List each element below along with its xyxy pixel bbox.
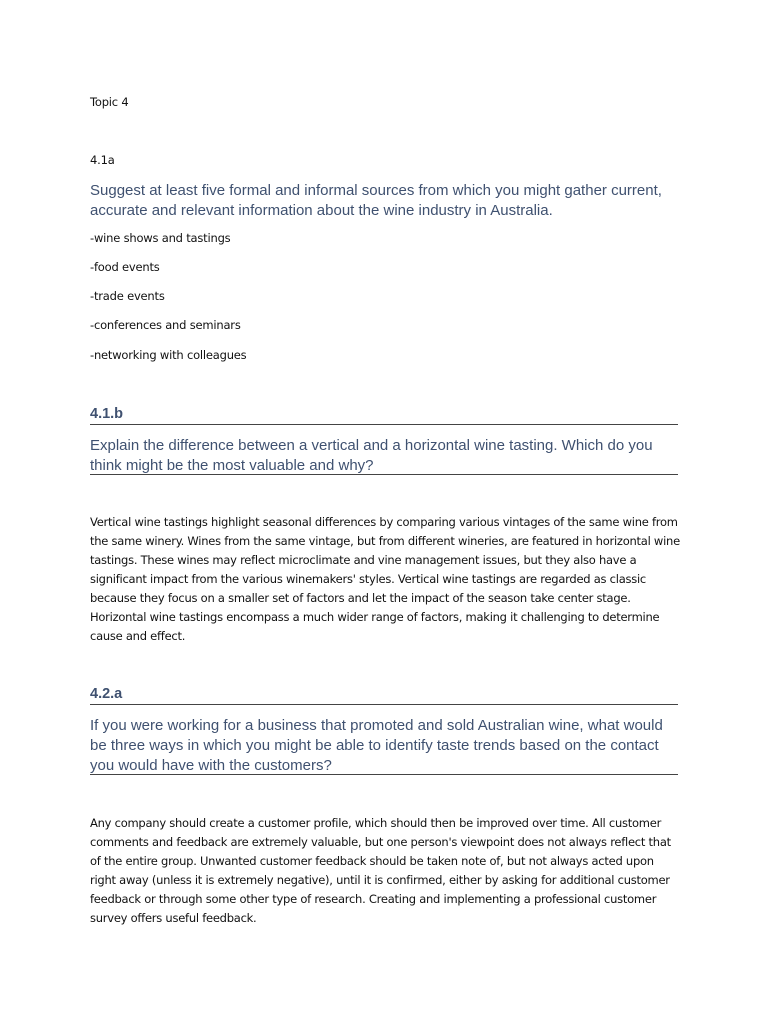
source-item: -food events <box>90 260 160 274</box>
section-heading-4-1-b: 4.1.b <box>90 406 124 422</box>
question-number-4-1a: 4.1a <box>90 153 115 167</box>
source-item: -networking with colleagues <box>90 348 247 362</box>
source-item: -wine shows and tastings <box>90 231 231 245</box>
source-item: -conferences and seminars <box>90 318 241 332</box>
divider <box>90 474 678 475</box>
divider <box>90 424 678 425</box>
question-4-2-a-text: If you were working for a business that promoted and sold Australian wine, what would be three ways in which you might be able to identify taste trends based on the contact you would have with the customers? <box>90 717 663 774</box>
divider <box>90 704 678 705</box>
source-item: -trade events <box>90 289 165 303</box>
section-heading-4-2-a: 4.2.a <box>90 686 123 702</box>
question-4-1a-text: Suggest at least five formal and informal sources from which you might gather current, accurate and relevant information about the wine industry in Australia. <box>90 182 662 219</box>
answer-4-1-b: Vertical wine tastings highlight seasonal differences by comparing various vintages of the same wine from the same winery. Wines from the same vintage, but from different wineries, are featured in horizontal wine tastings. These wines may reflect microclimate and vine management issues, but they also have a significant impact from the various winemakers' styles. Vertical wine tastings are regarded as classic because they focus on a smaller set of factors and let the impact of the season take center stage. Horizontal wine tastings encompass a much wider range of factors, making it challenging to determine cause and effect. <box>90 515 680 643</box>
divider <box>90 774 678 775</box>
answer-4-2-a: Any company should create a customer profile, which should then be improved over time. All customer comments and feedback are extremely valuable, but one person's viewpoint does not always reflect that of the entire group. Unwanted customer feedback should be taken note of, but not always acted upon right away (unless it is extremely negative), until it is confirmed, either by asking for additional customer feedback or through some other type of research. Creating and implementing a professional customer survey offers useful feedback. <box>90 816 671 925</box>
topic-label: Topic 4 <box>90 95 129 109</box>
question-4-1-b-text: Explain the difference between a vertical and a horizontal wine tasting. Which do you think might be the most valuable and why? <box>90 437 653 474</box>
